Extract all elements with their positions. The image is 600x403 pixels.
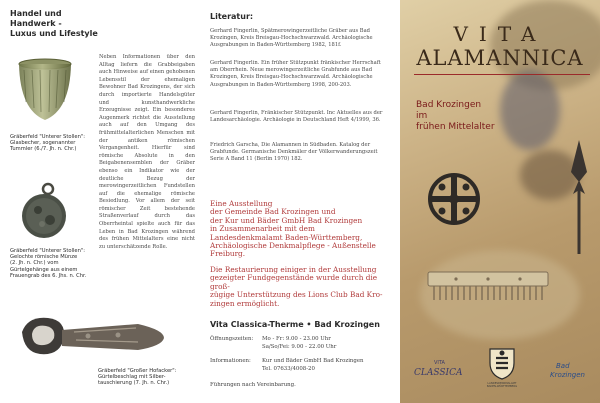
section-title: Handel und Handwerk - Luxus und Lifestyle [10,9,98,38]
literature-item: Friedrich Garscha, Die Alamannen in Südbaden. Katalog der Grabfunde. Germanische Denkmäler der Völkerwanderungszeit Serie A Band 11 (Berlin 1970) 182. [210,142,378,163]
bad-krozingen-logo-line1: Bad [556,362,570,370]
bad-krozingen-logo [550,360,590,388]
left-panel [0,0,200,403]
vita-classica-logo-small: VITA [434,360,445,366]
exhibition-credits: Eine Ausstellung der Gemeinde Bad Krozingen und der Kur und Bäder GmbH Bad Krozingen in Zusammenarbeit mit dem Landesdenkmalamt Baden-Württemberg, Archäologische Denkmalpflege - Außenstelle Freiburg. [210,199,376,259]
bad-krozingen-logo-line2: Krozingen [550,371,585,379]
literature-item: Gerhard Fingerlin, Spätmerowingerzeitliche Gräber aus Bad Krozingen, Kreis Breisgau-Hochschwarzwald. Archäologische Ausgrabungen in Baden-Württemberg 1982, 181f. [210,28,373,49]
middle-panel [200,0,400,403]
cover-title-vita: VITA [453,22,547,46]
info-label: Informationen: [210,358,251,364]
belt-caption: Gräberfeld "Großer Hofacker": Gürtelbeschlag mit Silber- tauschierung (7. Jh. n. Chr.) [98,368,177,387]
title-rule [414,74,590,75]
venue-heading: Vita Classica-Therme • Bad Krozingen [210,320,380,329]
disc-brooch-image [427,172,481,226]
hours-label: Öffnungszeiten: [210,336,254,342]
state-office-caption: LANDESDENKMALAMT BADEN-WÜRTTEMBERG [486,382,518,389]
coin-caption: Gräberfeld "Unterer Stollen": Gelochte römische Münze (2. Jh. n. Chr.) vom Gürtelgehänge aus einem Frauengrab des 6. Jhs. n. Chr. [10,248,87,279]
cover-title-alamannica: ALAMANNICA [416,46,584,70]
bone-comb-image [426,262,552,304]
tours-note: Führungen nach Vereinbarung. [210,382,296,388]
excavation-photo-area [500,70,560,150]
contact-info [210,358,392,373]
body-text: Neben Informationen über den Alltag liefern die Grabbeigaben auch Hinweise auf einen gehobenen Lebensstil der ehemaligen Bewohner Bad Krozingens, der sich durch importierte Handelsgüter und kunsthandwerkliche Erzeugnisse zeigt. Ein besonderes Augenmerk richtet die Ausstellung auch auf den Umgang des frühmittelalterlichen Menschen mit der antiken römischen Vergangenheit. Hierfür sind römische Absolute in den Beigabenensemblen der Gräber ebenso ein Indikator wie der deutliche Bezug der merowingerzeitlichen Fundstellen auf die ehemalige römische Besiedlung. Vor allem der seit römischer Zeit bestehende Straßenverlauf durch das Oberrheintal spielte auch für das Leben in Bad Krozingen während des frühen Mittelalters eine nicht zu unterschätzende Rolle. [99,54,195,250]
hours-value: Mo - Fr: 9.00 - 23.00 Uhr Sa/So/Fei: 9.00 - 22.00 Uhr [262,336,337,350]
restoration-note: Die Restaurierung einiger in der Ausstellung gezeigter Fundgegenstände wurde durch die groß- zügige Unterstützung des Lions Club Bad Kro- zingen ermöglicht. [210,265,383,308]
vita-classica-logo-text: CLASSICA [414,368,463,378]
opening-hours [210,336,392,351]
cover-panel [400,0,600,403]
vita-classica-logo [414,360,462,388]
belt-fitting-image [18,312,168,360]
roman-coin-image [18,180,70,242]
literature-item: Gerhard Fingerlin. Ein früher Stützpunkt fränkischer Herrschaft am Oberrhein. Neue merowingerzeitliche Grabfunde aus Bad Krozingen, Kreis Breisgau-Hochschwarzwald. Archäologische Ausgrabungen in Baden-Württemberg 1998, 200-203. [210,60,381,88]
glass-beaker-image [16,58,74,124]
beaker-caption: Gräberfeld "Unterer Stollen": Glasbecher, sogenannter Tummler (6./7. Jh. n. Chr.) [10,134,86,153]
literature-heading: Literatur: [210,12,254,21]
state-coat-of-arms-icon [487,346,517,380]
spearhead-image [568,138,590,258]
literature-item: Gerhard Fingerlin, Fränkischer Stützpunkt. Inc Aktuelles aus der Landesarchäologie. Archäologie in Deutschland Heft 4/1999, 36. [210,110,383,124]
cover-subtitle: Bad Krozingen im frühen Mittelalter [416,100,495,132]
info-value: Kur und Bäder GmbH Bad Krozingen Tel. 07633/4008-20 [262,358,364,372]
